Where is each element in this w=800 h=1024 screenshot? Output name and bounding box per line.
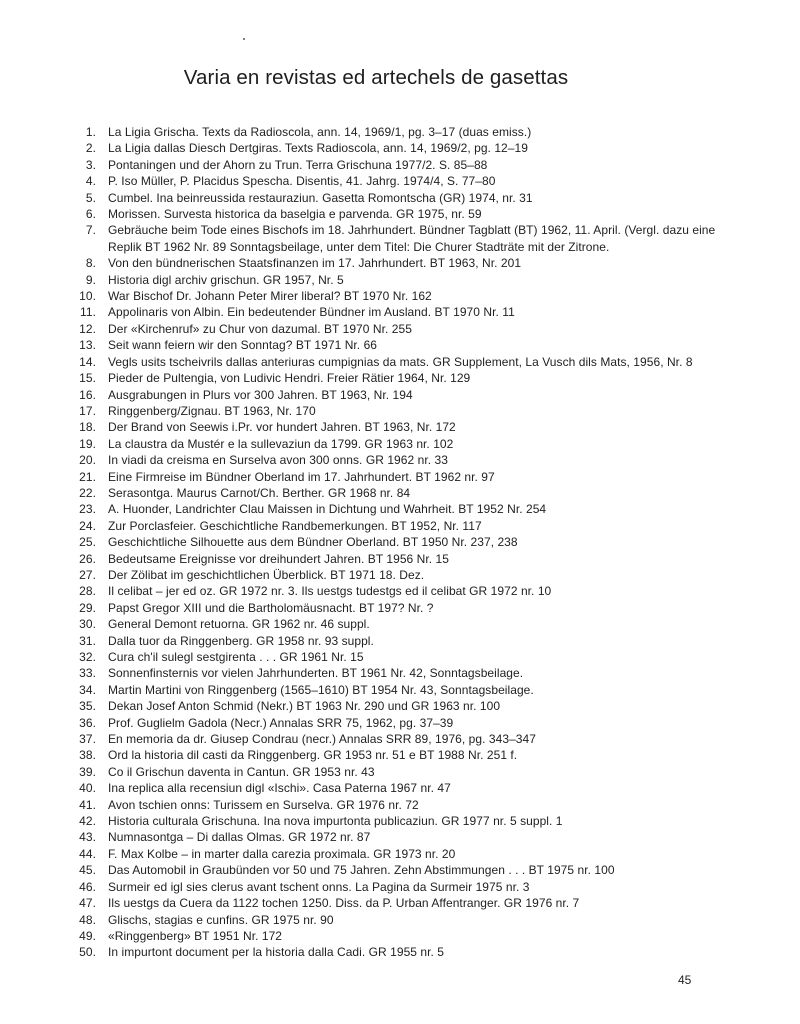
entry-number: 27. xyxy=(79,567,96,582)
list-item xyxy=(70,928,720,944)
entry-number: 44. xyxy=(79,846,96,861)
list-item xyxy=(70,764,720,780)
list-item xyxy=(70,912,720,928)
entry-text: Der «Kirchenruf» zu Chur von dazumal. BT 1970 Nr. 255 xyxy=(108,321,412,336)
entry-number: 15. xyxy=(79,371,96,386)
entry-number: 30. xyxy=(79,617,96,632)
list-item xyxy=(70,206,720,222)
entry-text: Ord la historia dil casti da Ringgenberg. GR 1953 nr. 51 e BT 1988 Nr. 251 f. xyxy=(108,748,518,763)
entry-number: 48. xyxy=(79,912,96,927)
entry-text: Surmeir ed igl sies clerus avant tschent onns. La Pagina da Surmeir 1975 nr. 3 xyxy=(108,879,530,894)
entry-number: 43. xyxy=(79,830,96,845)
entry-text: Avon tschien onns: Turissem en Surselva. GR 1976 nr. 72 xyxy=(108,797,419,812)
entry-number: 32. xyxy=(79,650,96,664)
entry-text: Ils uestgs da Cuera da 1122 tochen 1250. Diss. da P. Urban Affentranger. GR 1976 nr. 7 xyxy=(108,896,580,911)
list-item xyxy=(70,895,720,911)
entry-number: 4. xyxy=(85,174,96,189)
list-item xyxy=(70,583,720,599)
list-item xyxy=(70,747,720,763)
entry-text: Gebräuche beim Tode eines Bischofs im 18. Jahrhundert. Bündner Tagblatt (BT) 1962, 11. April. (Vergl. dazu eine Replik BT 1962 Nr. 89 Sonntagsbeilage, unter dem Titel: Die Churer Stadträte mit der Zitrone. xyxy=(108,223,716,254)
entry-text: Serasontga. Maurus Carnot/Ch. Berther. GR 1968 nr. 84 xyxy=(108,485,411,500)
bibliography-list xyxy=(70,124,720,961)
entry-number: 5. xyxy=(85,190,96,205)
entry-number: 16. xyxy=(79,387,96,402)
list-item xyxy=(70,665,720,681)
entry-number: 1. xyxy=(85,125,96,139)
entry-text: «Ringgenberg» BT 1951 Nr. 172 xyxy=(108,928,283,943)
entry-number: 7. xyxy=(85,223,96,238)
entry-text: Sonnenfinsternis vor vielen Jahrhunderten. BT 1961 Nr. 42, Sonntagsbeilage. xyxy=(108,666,524,681)
list-item xyxy=(70,813,720,829)
entry-text: Seit wann feiern wir den Sonntag? BT 1971 Nr. 66 xyxy=(108,338,378,353)
list-item xyxy=(70,354,720,370)
list-item xyxy=(70,387,720,403)
entry-text: Ringgenberg/Zignau. BT 1963, Nr. 170 xyxy=(108,403,316,418)
entry-text: Der Zölibat im geschichtlichen Überblick. BT 1971 18. Dez. xyxy=(108,567,425,582)
list-item xyxy=(70,797,720,813)
entry-number: 39. xyxy=(79,764,96,779)
entry-text: En memoria da dr. Giusep Condrau (necr.) Annalas SRR 89, 1976, pg. 343–347 xyxy=(108,732,536,747)
entry-number: 10. xyxy=(79,289,96,304)
list-item xyxy=(70,124,720,140)
entry-text: Der Brand von Seewis i.Pr. vor hundert Jahren. BT 1963, Nr. 172 xyxy=(108,420,456,435)
entry-number: 24. xyxy=(79,518,96,533)
list-item xyxy=(70,649,720,665)
entry-text: La Ligia Grischa. Texts da Radioscola, ann. 14, 1969/1, pg. 3–17 (duas emiss.) xyxy=(108,125,532,139)
list-item xyxy=(70,140,720,156)
entry-text: Bedeutsame Ereignisse vor dreihundert Jahren. BT 1956 Nr. 15 xyxy=(108,551,449,566)
entry-text: Morissen. Survesta historica da baselgia e parvenda. GR 1975, nr. 59 xyxy=(108,207,482,222)
entry-number: 9. xyxy=(85,272,96,287)
entry-text: Dekan Josef Anton Schmid (Nekr.) BT 1963 Nr. 290 und GR 1963 nr. 100 xyxy=(108,699,501,714)
entry-number: 28. xyxy=(79,584,96,599)
list-item xyxy=(70,403,720,419)
entry-text: Zur Porclasfeier. Geschichtliche Randbemerkungen. BT 1952, Nr. 117 xyxy=(108,518,482,533)
entry-text: Ausgrabungen in Plurs vor 300 Jahren. BT 1963, Nr. 194 xyxy=(108,387,413,402)
list-item xyxy=(70,944,720,960)
entry-text: General Demont retuorna. GR 1962 nr. 46 suppl. xyxy=(108,617,370,632)
list-item xyxy=(70,452,720,468)
list-item xyxy=(70,272,720,288)
entry-text: Numnasontga – Di dallas Olmas. GR 1972 nr. 87 xyxy=(108,830,371,845)
entry-text: Prof. Guglielm Gadola (Necr.) Annalas SRR 75, 1962, pg. 37–39 xyxy=(108,715,454,730)
entry-text: Appolinaris von Albin. Ein bedeutender Bündner im Ausland. BT 1970 Nr. 11 xyxy=(108,305,515,320)
list-item xyxy=(70,698,720,714)
list-item xyxy=(70,337,720,353)
list-item xyxy=(70,190,720,206)
entry-number: 41. xyxy=(79,797,96,812)
entry-text: Ina replica alla recensiun digl «Ischi». Casa Paterna 1967 nr. 47 xyxy=(108,781,451,796)
list-item xyxy=(70,288,720,304)
entry-text: Vegls usits tscheivrils dallas anteriuras cumpignias da mats. GR Supplement, La Vusch dils Mats, 1956, Nr. 8 xyxy=(108,354,693,369)
entry-number: 3. xyxy=(85,157,96,172)
list-item xyxy=(70,879,720,895)
entry-text: In viadi da creisma en Surselva avon 300 onns. GR 1962 nr. 33 xyxy=(108,453,448,468)
list-item xyxy=(70,436,720,452)
entry-text: A. Huonder, Landrichter Clau Maissen in Dichtung und Wahrheit. BT 1952 Nr. 254 xyxy=(108,502,547,517)
list-item xyxy=(70,534,720,550)
entry-text: Martin Martini von Ringgenberg (1565–1610) BT 1954 Nr. 43, Sonntagsbeilage. xyxy=(108,682,534,697)
entry-text: Von den bündnerischen Staatsfinanzen im 17. Jahrhundert. BT 1963, Nr. 201 xyxy=(108,256,522,271)
entry-number: 12. xyxy=(79,321,96,336)
entry-number: 50. xyxy=(79,945,96,960)
entry-text: Eine Firmreise im Bündner Oberland im 17. Jahrhundert. BT 1962 nr. 97 xyxy=(108,469,495,484)
list-item xyxy=(70,829,720,845)
entry-number: 26. xyxy=(79,551,96,566)
list-item xyxy=(70,469,720,485)
page-number: 45 xyxy=(678,973,692,987)
entry-text: Dalla tuor da Ringgenberg. GR 1958 nr. 93 suppl. xyxy=(108,633,374,648)
entry-text: Papst Gregor XIII und die Bartholomäusnacht. BT 197? Nr. ? xyxy=(108,600,434,615)
page-title: Varia en revistas ed artechels de gasettas xyxy=(183,66,569,89)
list-item xyxy=(70,485,720,501)
entry-number: 17. xyxy=(79,403,96,418)
entry-number: 31. xyxy=(79,633,96,648)
list-item xyxy=(70,501,720,517)
entry-number: 36. xyxy=(79,715,96,730)
entry-number: 2. xyxy=(85,141,96,156)
entry-number: 40. xyxy=(79,781,96,796)
entry-text: Cura ch'il sulegl sestgirenta . . . GR 1961 Nr. 15 xyxy=(108,650,364,664)
list-item xyxy=(70,780,720,796)
entry-number: 45. xyxy=(79,863,96,878)
entry-text: F. Max Kolbe – in marter dalla carezia proximala. GR 1973 nr. 20 xyxy=(108,846,456,861)
entry-text: Glischs, stagias e cunfins. GR 1975 nr. 90 xyxy=(108,912,334,927)
list-item xyxy=(70,682,720,698)
entry-text: Pontaningen und der Ahorn zu Trun. Terra Grischuna 1977/2. S. 85–88 xyxy=(108,157,488,172)
list-item xyxy=(70,846,720,862)
entry-text: Historia culturala Grischuna. Ina nova impurtonta publicaziun. GR 1977 nr. 5 suppl. 1 xyxy=(108,814,563,829)
entry-number: 42. xyxy=(79,814,96,829)
entry-number: 33. xyxy=(79,666,96,681)
list-item xyxy=(70,518,720,534)
list-item xyxy=(70,370,720,386)
entry-number: 35. xyxy=(79,699,96,714)
list-item xyxy=(70,157,720,173)
entry-text: Historia digl archiv grischun. GR 1957, Nr. 5 xyxy=(108,272,344,287)
list-item xyxy=(70,173,720,189)
list-item xyxy=(70,321,720,337)
entry-text: Das Automobil in Graubünden vor 50 und 75 Jahren. Zehn Abstimmungen . . . BT 1975 nr. 100 xyxy=(108,863,615,878)
entry-text: War Bischof Dr. Johann Peter Mirer liberal? BT 1970 Nr. 162 xyxy=(108,289,432,304)
entry-text: Co il Grischun daventa in Cantun. GR 1953 nr. 43 xyxy=(108,764,375,779)
entry-number: 8. xyxy=(85,256,96,271)
entry-text: La claustra da Mustér e la sullevaziun da 1799. GR 1963 nr. 102 xyxy=(108,436,454,451)
entry-number: 11. xyxy=(80,305,96,320)
entry-text: P. Iso Müller, P. Placidus Spescha. Disentis, 41. Jahrg. 1974/4, S. 77–80 xyxy=(108,174,496,189)
list-item xyxy=(70,304,720,320)
entry-number: 13. xyxy=(79,338,96,353)
list-item xyxy=(70,715,720,731)
list-item xyxy=(70,731,720,747)
list-item xyxy=(70,419,720,435)
entry-text: Geschichtliche Silhouette aus dem Bündner Oberland. BT 1950 Nr. 237, 238 xyxy=(108,535,518,550)
entry-text: In impurtont document per la historia dalla Cadi. GR 1955 nr. 5 xyxy=(108,945,444,960)
list-item xyxy=(70,633,720,649)
entry-number: 6. xyxy=(85,207,96,222)
entry-number: 14. xyxy=(79,354,96,369)
entry-number: 49. xyxy=(79,928,96,943)
entry-number: 29. xyxy=(79,600,96,615)
entry-number: 25. xyxy=(79,535,96,550)
list-item xyxy=(70,600,720,616)
scan-speck xyxy=(243,38,245,40)
entry-number: 47. xyxy=(79,896,96,911)
list-item xyxy=(70,551,720,567)
list-item xyxy=(70,255,720,271)
entry-text: Pieder de Pultengia, von Ludivic Hendri. Freier Rätier 1964, Nr. 129 xyxy=(108,371,471,386)
list-item xyxy=(70,616,720,632)
list-item xyxy=(70,222,720,255)
entry-text: Il celibat – jer ed oz. GR 1972 nr. 3. Ils uestgs tudestgs ed il celibat GR 1972 nr. 10 xyxy=(108,584,552,599)
entry-number: 37. xyxy=(79,732,96,747)
entry-number: 19. xyxy=(79,436,96,451)
entry-number: 18. xyxy=(79,420,96,435)
list-item xyxy=(70,567,720,583)
entry-number: 22. xyxy=(79,485,96,500)
entry-number: 46. xyxy=(79,879,96,894)
entry-text: Cumbel. Ina beinreussida restauraziun. Gasetta Romontscha (GR) 1974, nr. 31 xyxy=(108,190,533,205)
entry-number: 20. xyxy=(79,453,96,468)
entry-text: La Ligia dallas Diesch Dertgiras. Texts Radioscola, ann. 14, 1969/2, pg. 12–19 xyxy=(108,141,528,156)
entry-number: 38. xyxy=(79,748,96,763)
entry-number: 21. xyxy=(79,469,96,484)
entry-number: 23. xyxy=(79,502,96,517)
entry-number: 34. xyxy=(79,682,96,697)
list-item xyxy=(70,862,720,878)
